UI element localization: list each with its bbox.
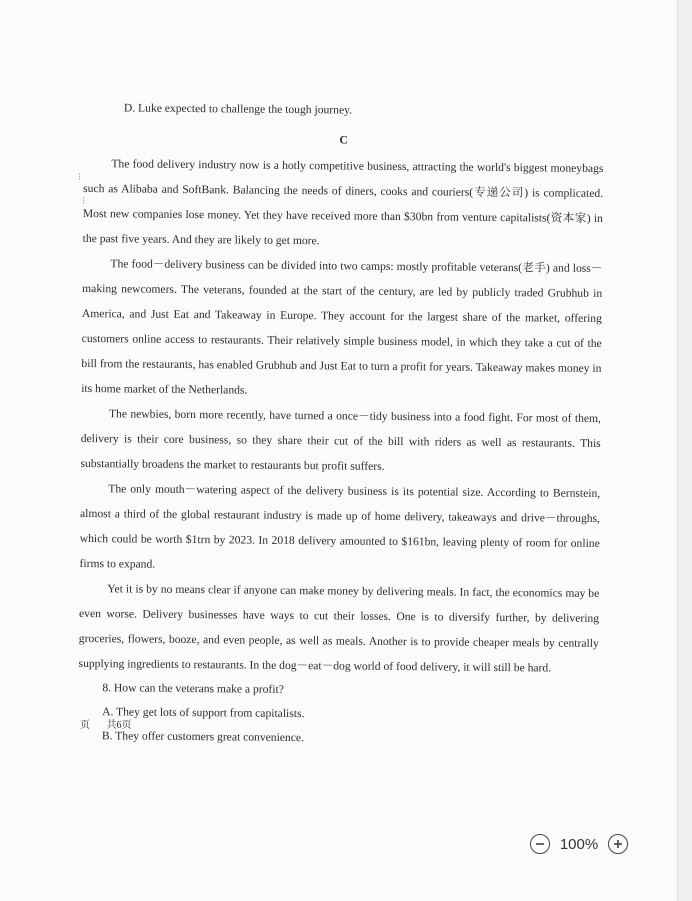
zoom-out-button[interactable]: [530, 834, 550, 854]
answer-option-d: D. Luke expected to challenge the tough journey.: [123, 101, 353, 117]
margin-mark: ⁝: [78, 172, 82, 183]
minus-circle-icon: [534, 838, 546, 850]
paragraph: The newbies, born more recently, have turned a once－tidy business into a food fight. For most of them, delivery is their core business, so they share their cut of the bill with riders as well as restaurants. This substantially broadens the market to restaurants but profit suffers.: [80, 407, 602, 473]
footer-left: 页: [80, 720, 90, 731]
plus-circle-icon: [612, 838, 624, 850]
page-count: 共6页: [106, 720, 132, 731]
paragraph: The food－delivery business can be divided into two camps: mostly profitable veterans(老手) and loss－making newcomers. The veterans, founded at the start of the century, are led by publicly traded Grubhub in America, and Just Eat and Takeaway in Europe. They account for the largest share of the market, offering customers online access to restaurants. Their relatively simple business model, in which they take a cut of the bill from the restaurants, has enabled Grubhub and Just Eat to turn a profit for years. Takeaway makes money in its home market of the Netherlands.: [81, 257, 603, 397]
zoom-in-button[interactable]: [608, 834, 628, 854]
question: 8. How can the veterans make a profit?: [102, 681, 284, 697]
question-option: A. They get lots of support from capitalists.: [102, 705, 305, 721]
document-text: [78, 100, 604, 753]
vertical-scrollbar[interactable]: [677, 0, 692, 901]
zoom-controls: [530, 832, 628, 856]
paragraph: The only mouth－watering aspect of the delivery business is its potential size. According to Bernstein, almost a third of the global restaurant industry is made up of home delivery, takeaways and drive－throughs, which could be worth $1trn by 2023. In 2018 delivery amounted to $161bn, leaving plenty of room for online firms to expand.: [79, 482, 601, 571]
page-footer: [80, 716, 146, 731]
paragraph: The food delivery industry now is a hotly competitive business, attracting the world's biggest moneybags such as Alibaba and SoftBank. Balancing the needs of diners, cooks and couriers(专递公司) is complicated. Most new companies lose money. Yet they have received more than $30bn from venture capitalists(资本家) in the past five years. And they are likely to get more.: [82, 157, 604, 248]
section-label: C: [339, 133, 348, 147]
question-option: B. They offer customers great convenience.: [101, 729, 305, 745]
paragraph: Yet it is by no means clear if anyone can make money by delivering meals. In fact, the economics may be even worse. Delivery businesses have ways to cut their losses. One is to diversify further, by delivering groceries, flowers, booze, and even people, as well as meals. Another is to provide cheaper meals by centrally supplying ingredients to restaurants. In the dog－eat－dog world of food delivery, it will still be hard.: [78, 582, 600, 675]
zoom-level: 100%: [559, 835, 599, 853]
margin-mark: ⁝: [82, 196, 86, 207]
